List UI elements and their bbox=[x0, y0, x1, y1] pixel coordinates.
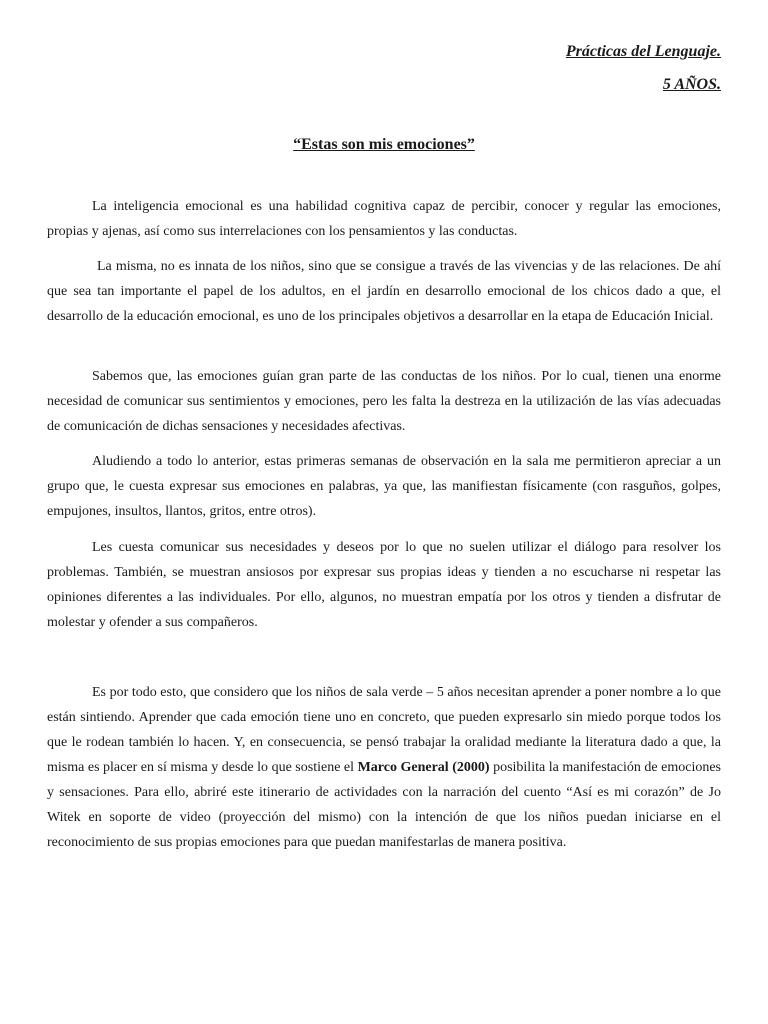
paragraph-5: Les cuesta comunicar sus necesidades y deseos por lo que no suelen utilizar el diálogo para resolver los problemas. También, se muestran ansiosos por expresar sus propias ideas y tienden a no escucharse ni respetar las opiniones diferentes a las individuales. Por ello, algunos, no muestran empatía por los otros y tienden a disfrutar de molestar y ofender a sus compañeros. bbox=[47, 540, 721, 630]
paragraph-1: La inteligencia emocional es una habilidad cognitiva capaz de percibir, conocer y regular las emociones, propias y ajenas, así como sus interrelaciones con los pensamientos y las conductas. bbox=[47, 199, 721, 239]
course-heading: Prácticas del Lenguaje. bbox=[565, 43, 721, 60]
age-heading: 5 AÑOS. bbox=[662, 76, 721, 93]
paragraph-3-block bbox=[47, 364, 721, 439]
paragraph-5-block bbox=[47, 535, 721, 635]
marco-general-reference: Marco General (2000) bbox=[357, 760, 490, 775]
paragraph-2-block bbox=[47, 254, 721, 329]
paragraph-4: Aludiendo a todo lo anterior, estas primeras semanas de observación en la sala me permitieron apreciar a un grupo que, le cuesta expresar sus emociones en palabras, ya que, las manifiestan físicamente (con rasguños, golpes, empujones, insultos, llantos, gritos, entre otros). bbox=[47, 454, 721, 519]
document-title: “Estas son mis emociones” bbox=[293, 136, 475, 153]
paragraph-6-text-before: Es por todo esto, que considero que los niños de sala verde – 5 años necesitan aprender a poner nombre a lo que están sintiendo. Aprender que cada emoción tiene uno en concreto, que pueden expresarlo sin miedo porque todos los que le rodean también lo hacen. Y, en consecuencia, se pensó trabajar la oralidad mediante la literatura dado a que, la misma es placer en sí misma y desde lo que sostiene el bbox=[47, 685, 721, 775]
paragraph-4-block bbox=[47, 449, 721, 524]
paragraph-1-block bbox=[47, 194, 721, 244]
paragraph-6-block bbox=[47, 680, 721, 855]
paragraph-6-text-after: posibilita la manifestación de emociones y sensaciones. Para ello, abriré este itinerario de actividades con la narración del cuento “Así es mi corazón” de Jo Witek en soporte de video (proyección del mismo) con la intención de que los niños puedan iniciarse en el reconocimiento de sus propias emociones para que puedan manifestarlas de manera positiva. bbox=[47, 760, 721, 850]
paragraph-2: La misma, no es innata de los niños, sino que se consigue a través de las vivencias y de las relaciones. De ahí que sea tan importante el papel de los adultos, en el jardín en desarrollo emocional de los chicos dado a que, el desarrollo de la educación emocional, es uno de los principales objetivos a desarrollar en la etapa de Educación Inicial. bbox=[47, 259, 721, 324]
paragraph-6 bbox=[47, 680, 721, 855]
paragraph-3: Sabemos que, las emociones guían gran parte de las conductas de los niños. Por lo cual, tienen una enorme necesidad de comunicar sus sentimientos y emociones, pero les falta la destreza en la utilización de las vías adecuadas de comunicación de dichas sensaciones y necesidades afectivas. bbox=[47, 369, 721, 434]
